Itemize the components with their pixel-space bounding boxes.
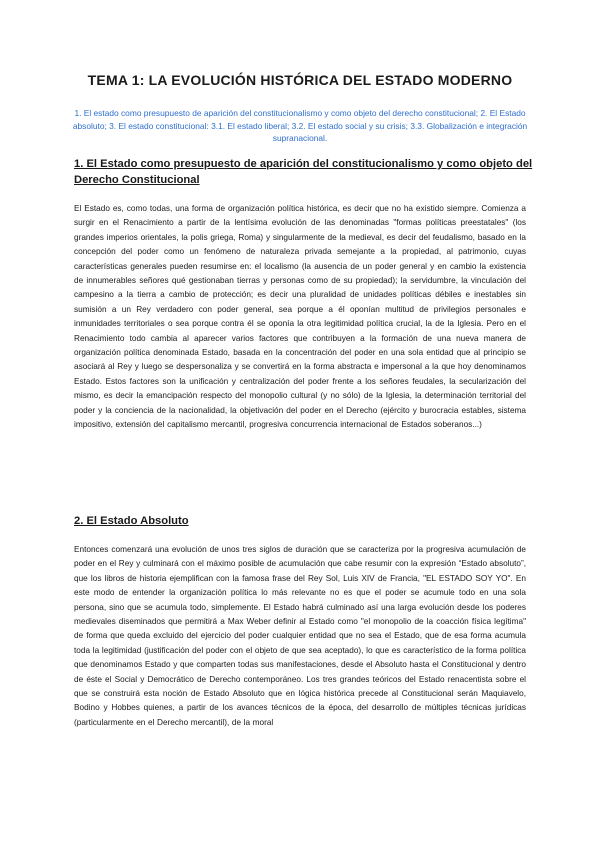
section-1-heading: 1. El Estado como presupuesto de aparición del constitucionalismo y como objeto del Derecho Constitucional (74, 158, 533, 186)
table-of-contents: 1. El estado como presupuesto de aparición del constitucionalismo y como objeto del derecho constitucional; 2. El Estado absoluto; 3. El estado constitucional: 3.1. El estado liberal; 3.2. El estado social y su crisis; 3.3. Globalización e integración supranacional. (72, 108, 528, 143)
section-1-body: El Estado es, como todas, una forma de organización política histórica, es decir que no ha existido siempre. Comienza a surgir en el Renacimiento a partir de la lentísima evolución de las denominadas "formas políticas preestatales" (los grandes imperios orientales, la polis griega, Roma) y singularmente de la medieval, es decir del feudalismo, basado en la concepción del poder como un fenómeno de naturaleza privada semejante a la propiedad, al patrimonio, cuyas características generales pueden resumirse en: el localismo (la ausencia de un poder general y en cambio la existencia de innumerables señores qué gestionaban tierras y personas como de su propiedad); la servidumbre, la vinculación del campesino a la tierra a cambio de protección; es decir una pluralidad de unidades políticas débiles e inestables sin sumisión a un Rey verdadero con poder general, sea porque a él oponían multitud de privilegios personales e inmunidades territoriales o sea porque contra él se oponía la otra legitimidad política crucial, la de la Iglesia. Pero en el Renacimiento todo cambia al aparecer varios factores que contribuyen a la formación de una nueva manera de organización política denominada Estado, basada en la concentración del poder en una sola entidad que al principio se asociará al Rey y luego se despersonaliza y se convertirá en la forma abstracta e impersonal a la que hoy denominamos Estado. Estos factores son la unificación y centralización del poder frente a los señores feudales, la secularización del mismo, es decir la emancipación respecto del monopolio cultural (y no sólo) de la Iglesia, la determinación territorial del poder y la conciencia de la nacionalidad, la objetivación del poder en el Derecho (ejército y burocracia estables, sistema impositivo, extensión del capitalismo mercantil, progresiva concurrencia internacional de Estados soberanos...) (74, 204, 526, 430)
page-title: TEMA 1: LA EVOLUCIÓN HISTÓRICA DEL ESTADO MODERNO (87, 72, 513, 88)
section-2-body: Entonces comenzará una evolución de unos tres siglos de duración que se caracteriza por la progresiva acumulación de poder en el Rey y culminará con el máximo posible de acumulación que cabe resumir con la expresión “Estado absoluto”, que los libros de historia ejemplifican con la famosa frase del Rey Sol, Luis XIV de Francia, "EL ESTADO SOY YO". En este modo de entender la organización política lo más relevante no es que el poder se acumule todo en una sola persona, sino que se acumula todo, simplemente. El Estado habrá culminado así una larga evolución desde los poderes medievales diseminados que permitirá a Max Weber definir al Estado como "el monopolio de la coacción física legítima" de forma que queda excluido del ejercicio del poder cualquier entidad que no sea el Estado, que de esa forma acumula toda la legitimidad (justificación del poder con el objeto de que sea aceptado), lo que es característico de la forma política que denominamos Estado y que comparten todas sus manifestaciones, desde el Absoluto hasta el Constitucional y dentro de éste el Social y Democrático de Derecho contemporáneo. Los tres grandes teóricos del Estado renacentista sobre el que se construirá esta noción de Estado Absoluto que en lógica histórica precede al Constitucional serán Maquiavelo, Bodino y Hobbes quienes, a partir de los avances técnicos de la época, del desarrollo de múltiples técnicas jurídicas (particularmente en el Derecho mercantil), de la moral (74, 545, 526, 727)
section-2-heading: 2. El Estado Absoluto (74, 515, 189, 527)
